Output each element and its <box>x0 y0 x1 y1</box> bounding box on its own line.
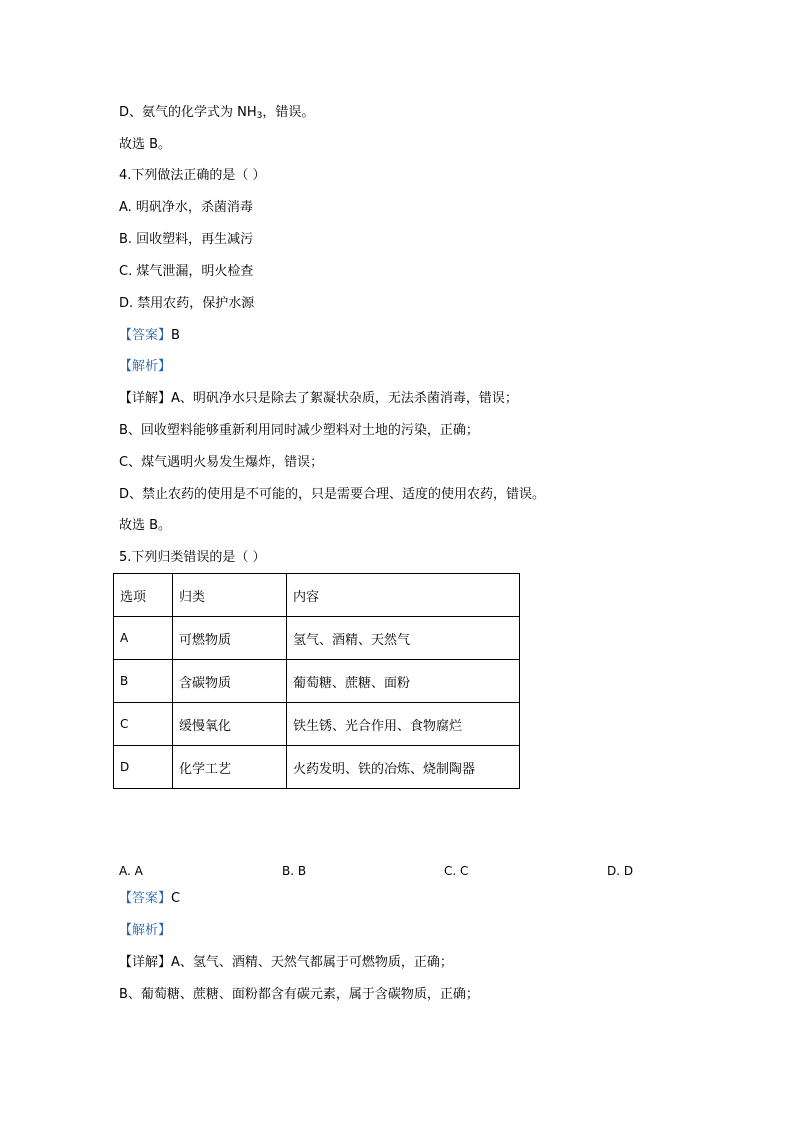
table-cell-category: 含碳物质 <box>173 660 287 703</box>
q4-analysis <box>119 358 171 376</box>
q5-answer-tag: 【答案】 <box>119 891 172 906</box>
q5-detail-line-1 <box>119 954 453 972</box>
q5-detail-line-2: B、葡萄糖、蔗糖、面粉都含有碳元素，属于含碳物质，正确； <box>119 987 479 1002</box>
q5-choice-d: D. D <box>607 864 634 878</box>
prev-conclusion: 故选 B。 <box>119 137 172 152</box>
q5-answer <box>119 890 180 908</box>
q4-detail-line-4: D、禁止农药的使用是不可能的，只是需要合理、适度的使用农药，错误。 <box>119 487 546 502</box>
q5-choice-c: C. C <box>444 864 469 878</box>
table-cell-content: 铁生锈、光合作用、食物腐烂 <box>287 703 520 746</box>
table-cell-content: 葡萄糖、蔗糖、面粉 <box>287 660 520 703</box>
table-header-category: 归类 <box>173 574 287 617</box>
q5-detail-tag: 【详解】 <box>119 955 172 970</box>
q4-option-b: B. 回收塑料，再生减污 <box>119 232 254 247</box>
table-header-content: 内容 <box>287 574 520 617</box>
table-cell-category: 可燃物质 <box>173 617 287 660</box>
prev-line-d-text: D、氨气的化学式为 NH <box>119 105 257 120</box>
q5-detail-text-1: A、氢气、酒精、天然气都属于可燃物质，正确； <box>171 955 453 970</box>
table-row <box>114 703 520 746</box>
prev-answer-line-d <box>119 104 314 125</box>
table-header-option: 选项 <box>114 574 173 617</box>
table-cell-category: 缓慢氧化 <box>173 703 287 746</box>
q4-detail-tag: 【详解】 <box>119 391 172 406</box>
q5-answer-value: C <box>171 891 181 906</box>
q4-conclusion: 故选 B。 <box>119 518 172 533</box>
table-row <box>114 746 520 789</box>
table-cell-option: B <box>114 660 173 703</box>
q4-detail-line-1 <box>119 390 518 408</box>
q4-answer-value: B <box>171 328 180 343</box>
table-row <box>114 660 520 703</box>
q5-analysis <box>119 922 171 940</box>
q4-stem: 4.下列做法正确的是（ ） <box>119 168 266 183</box>
q5-stem: 5.下列归类错误的是（ ） <box>119 550 266 565</box>
prev-line-d-subscript: 3 <box>256 111 263 121</box>
q4-detail-line-3: C、煤气遇明火易发生爆炸，错误； <box>119 455 324 470</box>
q5-analysis-tag: 【解析】 <box>119 923 172 938</box>
table-cell-category: 化学工艺 <box>173 746 287 789</box>
q4-answer <box>119 327 180 345</box>
table-cell-option: A <box>114 617 173 660</box>
table-cell-option: C <box>114 703 173 746</box>
q4-option-d: D. 禁用农药，保护水源 <box>119 296 255 311</box>
q4-answer-tag: 【答案】 <box>119 328 172 343</box>
table-cell-content: 火药发明、铁的冶炼、烧制陶器 <box>287 746 520 789</box>
q4-option-c: C. 煤气泄漏，明火检查 <box>119 264 254 279</box>
q5-choice-b: B. B <box>282 864 307 878</box>
table-cell-option: D <box>114 746 173 789</box>
table-cell-content: 氢气、酒精、天然气 <box>287 617 520 660</box>
table-row <box>114 617 520 660</box>
q4-detail-text-1: A、明矾净水只是除去了絮凝状杂质，无法杀菌消毒，错误； <box>171 391 518 406</box>
q5-classification-table <box>113 573 520 789</box>
q4-analysis-tag: 【解析】 <box>119 359 172 374</box>
q5-choice-a: A. A <box>119 864 143 878</box>
prev-line-d-suffix: ，错误。 <box>262 105 315 120</box>
q4-option-a: A. 明矾净水，杀菌消毒 <box>119 200 253 215</box>
table-header-row <box>114 574 520 617</box>
q4-detail-line-2: B、回收塑料能够重新利用同时减少塑料对土地的污染，正确； <box>119 423 479 438</box>
